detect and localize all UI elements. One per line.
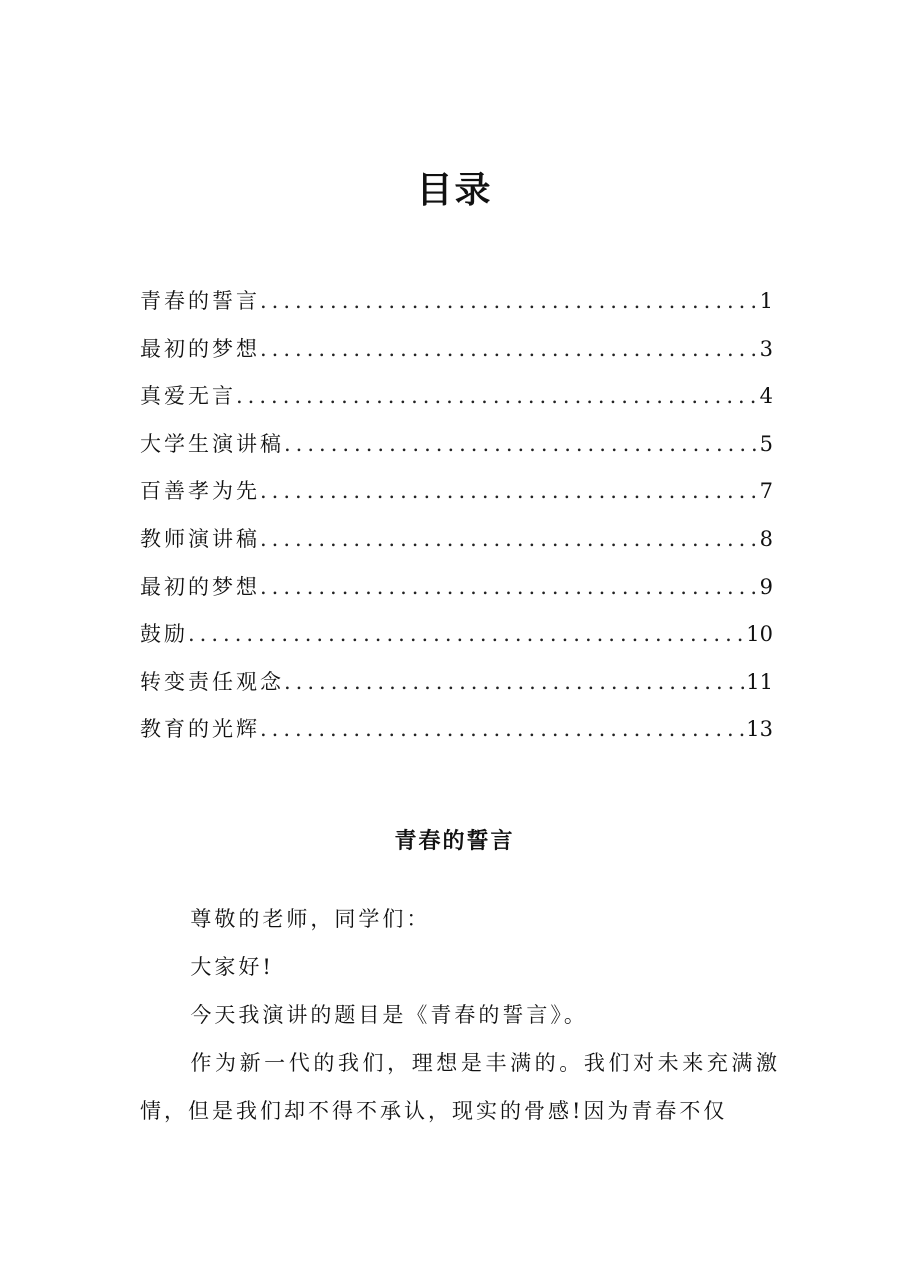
toc-entry-page: 4 — [759, 384, 773, 409]
toc-entry[interactable] — [140, 611, 773, 659]
toc-entry-label: 最初的梦想 — [140, 336, 260, 361]
toc-entry-label: 百善孝为先 — [140, 479, 260, 504]
toc-entry[interactable] — [140, 421, 773, 469]
article-body — [140, 895, 780, 1135]
toc-entry[interactable] — [140, 373, 773, 421]
toc-entry-label: 转变责任观念 — [140, 669, 284, 694]
toc-entry[interactable] — [140, 278, 773, 326]
toc-leader-dots — [260, 706, 744, 754]
toc-entry[interactable] — [140, 326, 773, 374]
toc-leader-dots — [236, 373, 758, 421]
toc-leader-dots — [284, 421, 758, 469]
toc-entry[interactable] — [140, 659, 773, 707]
toc-entry[interactable] — [140, 516, 773, 564]
toc-leader-dots — [260, 468, 758, 516]
article-title: 青春的誓言 — [394, 828, 515, 855]
toc-entry[interactable] — [140, 564, 773, 612]
toc-leader-dots — [260, 278, 758, 326]
toc-list — [140, 278, 773, 754]
toc-entry-label: 大学生演讲稿 — [140, 431, 284, 456]
toc-entry-page: 13 — [746, 717, 773, 742]
article-paragraph: 尊敬的老师，同学们： — [190, 907, 431, 931]
toc-entry-label: 教师演讲稿 — [140, 526, 260, 551]
toc-entry-page: 7 — [759, 479, 773, 504]
toc-entry-page: 10 — [746, 622, 773, 647]
toc-entry-page: 3 — [759, 336, 773, 361]
toc-entry-page: 9 — [759, 574, 773, 599]
toc-entry-label: 鼓励 — [140, 622, 188, 647]
toc-entry-page: 11 — [746, 669, 773, 694]
article-paragraph: 作为新一代的我们，理想是丰满的。我们对未来充满激情，但是我们却不得不承认，现实的骨感!因为青春不仅 — [140, 1051, 780, 1123]
toc-entry-label: 最初的梦想 — [140, 574, 260, 599]
toc-leader-dots — [260, 516, 758, 564]
toc-entry-label: 真爱无言 — [140, 384, 236, 409]
toc-title: 目录 — [416, 169, 493, 212]
toc-entry[interactable] — [140, 468, 773, 516]
toc-entry-label: 教育的光辉 — [140, 717, 260, 742]
article-paragraph: 今天我演讲的题目是《青春的誓言》。 — [190, 1003, 588, 1027]
article-paragraph: 大家好! — [190, 955, 274, 979]
toc-leader-dots — [188, 611, 744, 659]
toc-entry[interactable] — [140, 706, 773, 754]
toc-entry-page: 1 — [759, 289, 773, 313]
toc-entry-page: 8 — [759, 526, 773, 551]
toc-entry-page: 5 — [759, 431, 773, 456]
toc-leader-dots — [260, 564, 758, 612]
toc-leader-dots — [284, 659, 744, 707]
toc-leader-dots — [260, 326, 758, 374]
toc-entry-label: 青春的誓言 — [140, 289, 260, 313]
